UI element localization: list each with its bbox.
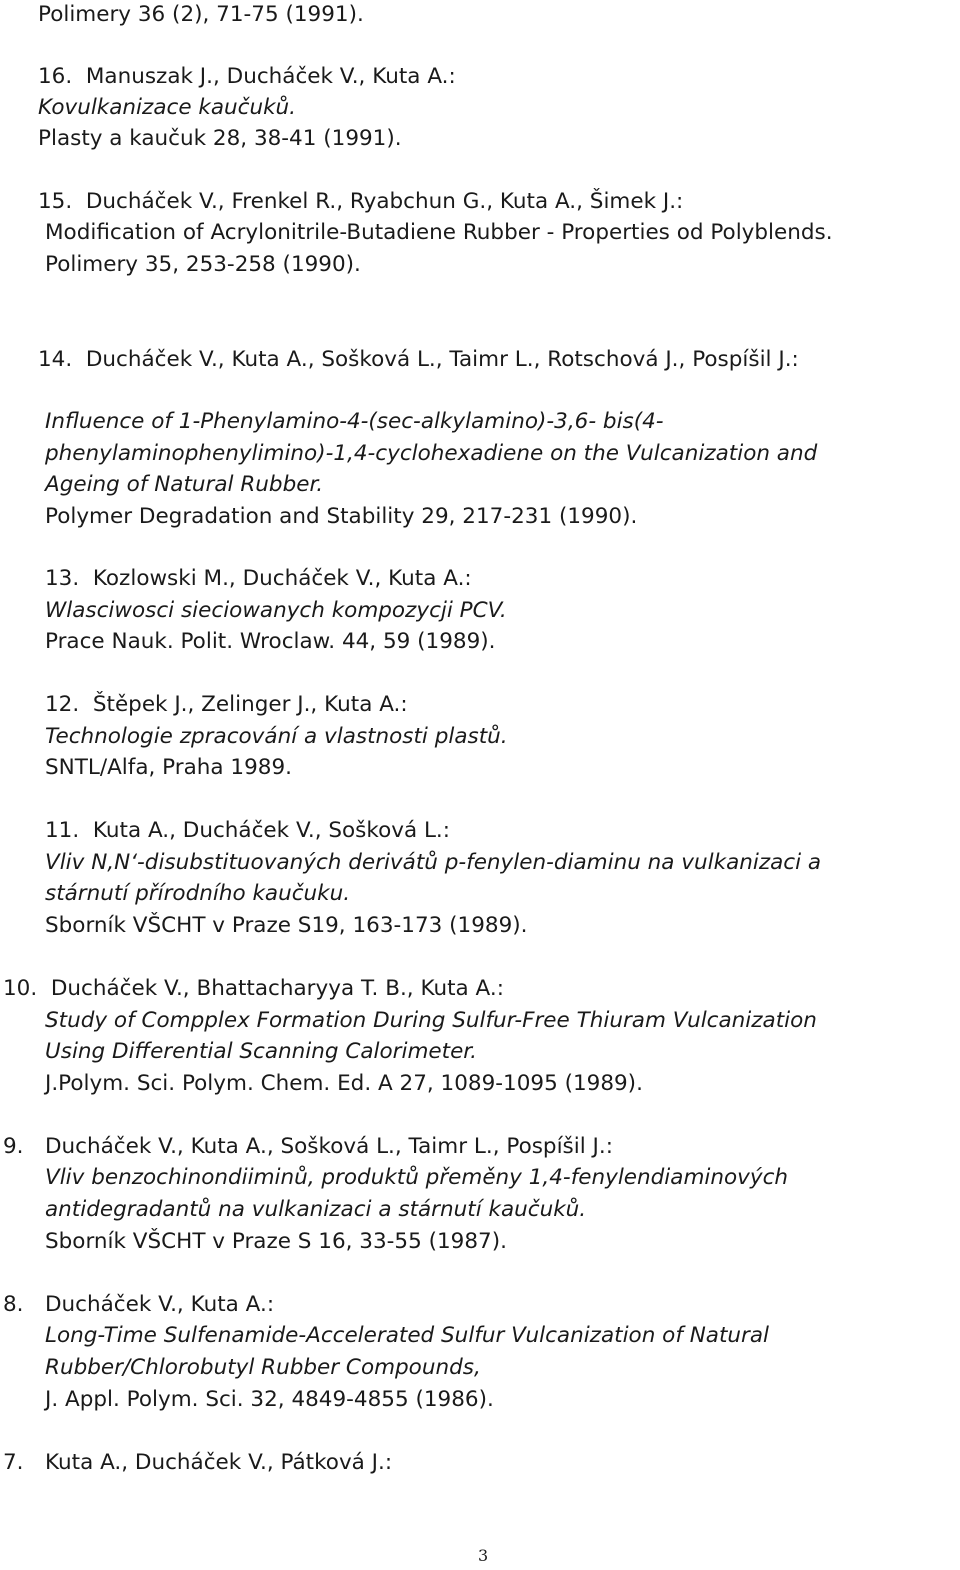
ref16-authors: Manuszak J., Ducháček V., Kuta A.: [85,64,456,89]
ref16-number: 16. [38,64,73,89]
ref10-source: J.Polym. Sci. Polym. Chem. Ed. A 27, 1089-1095 (1989). [45,1071,643,1096]
ref7-number: 7. [3,1450,24,1475]
ref12-title: Technologie zpracování a vlastnosti plastů. [45,724,508,749]
ref15-authors: Ducháček V., Frenkel R., Ryabchun G., Kuta A., Šimek J.: [85,189,684,214]
ref9-title-line2: antidegradantů na vulkanizaci a stárnutí kaučuků. [45,1197,587,1222]
ref14-title-line1: Influence of 1-Phenylamino-4-(sec-alkylamino)-3,6- bis(4- [45,409,664,434]
ref13-number: 13. [45,566,80,591]
ref16-source: Plasty a kaučuk 28, 38-41 (1991). [38,126,402,151]
ref14-title-line3: Ageing of Natural Rubber. [45,472,324,497]
ref15-number: 15. [38,189,73,214]
ref11-title-line1: Vliv N,N‘-disubstituovaných derivátů p-fenylen-diaminu na vulkanizaci a [45,850,822,875]
ref14-heading [38,345,799,375]
ref13-heading [45,564,472,594]
ref7-authors: Kuta A., Ducháček V., Pátková J.: [45,1450,393,1475]
ref9-source: Sborník VŠCHT v Praze S 16, 33-55 (1987). [45,1229,507,1254]
ref8-title-line1: Long-Time Sulfenamide-Accelerated Sulfur Vulcanization of Natural [45,1323,770,1348]
ref17-source: Polimery 36 (2), 71-75 (1991). [38,2,364,27]
ref15-heading [38,187,683,217]
ref11-heading [45,816,450,846]
ref8-number: 8. [3,1292,24,1317]
ref9-title-line1: Vliv benzochinondiiminů, produktů přeměny 1,4-fenylendiaminových [45,1165,789,1190]
ref15-source: Polimery 35, 253-258 (1990). [45,252,361,277]
ref12-authors: Štěpek J., Zelinger J., Kuta A.: [92,692,408,717]
page-number: 3 [478,1546,489,1565]
ref10-number: 10. [3,976,38,1001]
ref12-source: SNTL/Alfa, Praha 1989. [45,755,292,780]
ref10-title-line1: Study of Compplex Formation During Sulfur-Free Thiuram Vulcanization [45,1008,817,1033]
ref14-number: 14. [38,347,73,372]
ref12-heading [45,690,408,720]
ref9-authors: Ducháček V., Kuta A., Sošková L., Taimr L., Pospíšil J.: [45,1134,613,1159]
ref14-authors: Ducháček V., Kuta A., Sošková L., Taimr L., Rotschová J., Pospíšil J.: [85,347,799,372]
ref8-heading [3,1290,274,1320]
ref16-heading [38,62,456,92]
ref8-authors: Ducháček V., Kuta A.: [45,1292,275,1317]
ref12-number: 12. [45,692,80,717]
ref13-title: Wlasciwosci sieciowanych kompozycji PCV. [45,598,507,623]
ref14-title-line2: phenylaminophenylimino)-1,4-cyclohexadiene on the Vulcanization and [45,441,818,466]
ref11-source: Sborník VŠCHT v Praze S19, 163-173 (1989). [45,913,528,938]
ref15-title: Modification of Acrylonitrile-Butadiene Rubber - Properties od Polyblends. [45,220,833,245]
ref9-heading [3,1132,613,1162]
ref10-title-line2: Using Differential Scanning Calorimeter. [45,1039,478,1064]
ref13-authors: Kozlowski M., Ducháček V., Kuta A.: [92,566,472,591]
ref7-heading [3,1448,392,1478]
ref8-title-line2: Rubber/Chlorobutyl Rubber Compounds, [45,1355,481,1380]
ref9-number: 9. [3,1134,24,1159]
ref10-authors: Ducháček V., Bhattacharyya T. B., Kuta A.: [50,976,504,1001]
ref11-authors: Kuta A., Ducháček V., Sošková L.: [92,818,451,843]
ref16-title: Kovulkanizace kaučuků. [38,95,296,120]
ref8-source: J. Appl. Polym. Sci. 32, 4849-4855 (1986). [45,1387,494,1412]
ref14-source: Polymer Degradation and Stability 29, 217-231 (1990). [45,504,638,529]
ref13-source: Prace Nauk. Polit. Wroclaw. 44, 59 (1989). [45,629,496,654]
ref11-number: 11. [45,818,80,843]
ref10-heading [3,974,504,1004]
ref11-title-line2: stárnutí přírodního kaučuku. [45,881,351,906]
